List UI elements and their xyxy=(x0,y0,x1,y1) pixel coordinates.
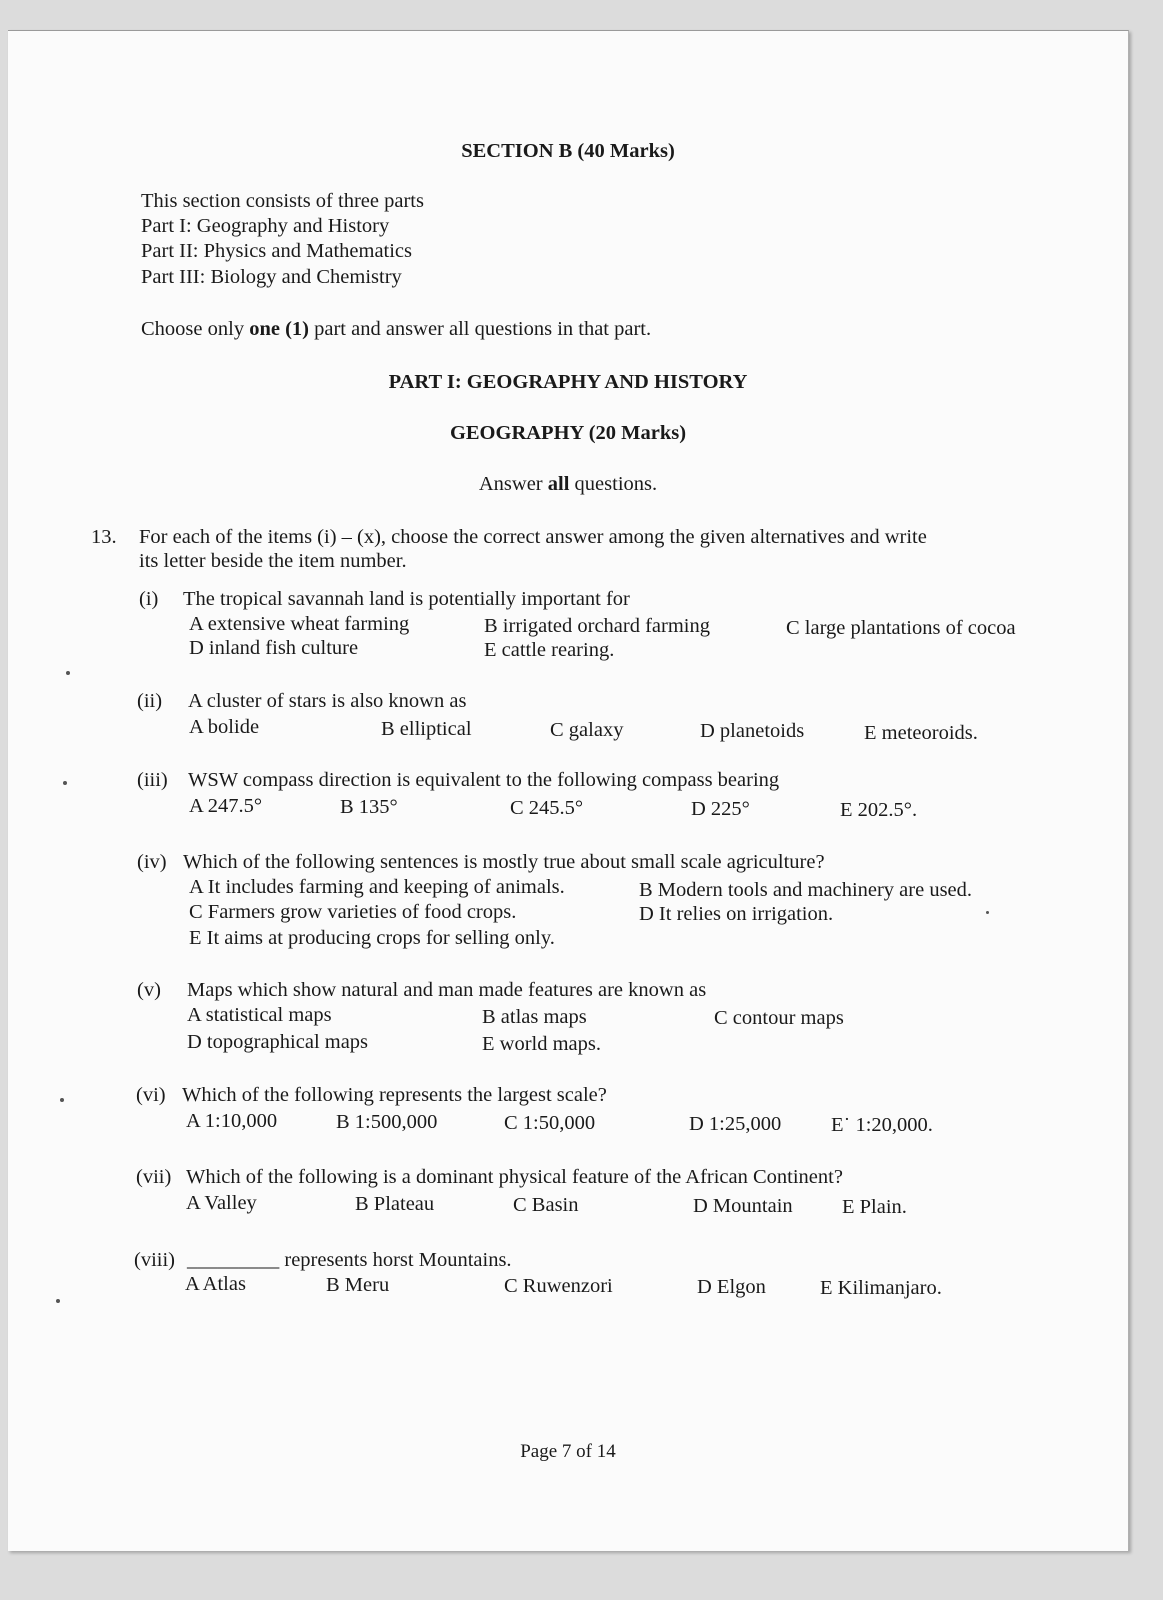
option-a: A Atlas xyxy=(185,1273,246,1295)
option-b: B atlas maps xyxy=(482,1006,587,1028)
item-stem: A cluster of stars is also known as xyxy=(188,690,467,712)
option-d: D Elgon xyxy=(697,1276,766,1298)
option-b: B Modern tools and machinery are used. xyxy=(639,879,973,901)
question-number: 13. xyxy=(91,526,117,548)
scan-speck xyxy=(66,671,70,675)
exam-page xyxy=(8,30,1129,1551)
item-number: (vi) xyxy=(136,1084,166,1106)
scan-speck xyxy=(63,781,67,785)
option-a: A 247.5° xyxy=(189,795,263,817)
option-b: B Meru xyxy=(326,1274,390,1296)
page-number: Page 7 of 14 xyxy=(520,1441,616,1462)
option-e: E˙ 1:20,000. xyxy=(831,1114,933,1136)
option-c: C Ruwenzori xyxy=(504,1275,613,1297)
section-title: SECTION B (40 Marks) xyxy=(461,140,675,162)
option-a: A Valley xyxy=(186,1192,257,1214)
scan-speck xyxy=(986,911,989,914)
option-d: D 225° xyxy=(691,798,750,820)
choose-instruction: Choose only one (1) part and answer all questions in that part. xyxy=(141,318,652,340)
option-a: A extensive wheat farming xyxy=(189,613,410,635)
item-stem: Which of the following sentences is mostly true about small scale agriculture? xyxy=(183,851,825,873)
option-e: E Plain. xyxy=(842,1196,907,1218)
option-e: E It aims at producing crops for selling only. xyxy=(189,927,555,949)
item-stem: Which of the following represents the largest scale? xyxy=(182,1084,607,1106)
option-b: B 1:500,000 xyxy=(336,1111,438,1133)
item-number: (v) xyxy=(137,979,161,1001)
option-a: A bolide xyxy=(189,716,260,738)
option-c: C 1:50,000 xyxy=(504,1112,596,1134)
subject-title: GEOGRAPHY (20 Marks) xyxy=(449,422,687,444)
item-number: (ii) xyxy=(137,690,163,712)
option-d: D topographical maps xyxy=(187,1031,369,1053)
part-three-label: Part III: Biology and Chemistry xyxy=(141,266,402,288)
question-stem-line-1: For each of the items (i) – (x), choose the correct answer among the given alternatives and write xyxy=(139,526,927,548)
option-e: E world maps. xyxy=(482,1033,601,1055)
item-number: (iv) xyxy=(137,851,167,873)
scan-speck xyxy=(60,1098,64,1102)
option-a: A It includes farming and keeping of animals. xyxy=(189,876,565,898)
option-a: A 1:10,000 xyxy=(186,1110,278,1132)
option-c: C Basin xyxy=(513,1194,579,1216)
option-c: C large plantations of cocoa xyxy=(786,617,1016,639)
option-e: E meteoroids. xyxy=(864,722,978,744)
item-stem: The tropical savannah land is potentially important for xyxy=(183,588,630,610)
option-e: E 202.5°. xyxy=(840,799,918,821)
option-e: E Kilimanjaro. xyxy=(820,1277,942,1299)
part-title: PART I: GEOGRAPHY AND HISTORY xyxy=(388,371,748,393)
option-d: D planetoids xyxy=(700,720,805,742)
item-stem: Maps which show natural and man made features are known as xyxy=(187,979,707,1001)
question-stem-line-2: its letter beside the item number. xyxy=(139,550,407,572)
item-number: (i) xyxy=(139,588,159,610)
option-c: C contour maps xyxy=(714,1007,844,1029)
item-number: (iii) xyxy=(137,769,168,791)
item-stem: _________ represents horst Mountains. xyxy=(187,1249,512,1271)
option-d: D inland fish culture xyxy=(189,637,359,659)
option-d: D 1:25,000 xyxy=(689,1113,782,1135)
option-e: E cattle rearing. xyxy=(484,639,615,661)
option-c: C 245.5° xyxy=(510,797,584,819)
part-one-label: Part I: Geography and History xyxy=(141,215,390,237)
option-b: B elliptical xyxy=(381,718,472,740)
item-number: (viii) xyxy=(134,1249,175,1271)
option-c: C Farmers grow varieties of food crops. xyxy=(189,901,517,923)
option-a: A statistical maps xyxy=(187,1004,332,1026)
intro-line: This section consists of three parts xyxy=(141,190,424,212)
option-b: B Plateau xyxy=(355,1193,435,1215)
option-c: C galaxy xyxy=(550,719,624,741)
item-stem: WSW compass direction is equivalent to the following compass bearing xyxy=(188,769,780,791)
item-number: (vii) xyxy=(136,1166,172,1188)
option-b: B irrigated orchard farming xyxy=(484,615,710,637)
option-b: B 135° xyxy=(340,796,398,818)
answer-all-instruction: Answer all questions. xyxy=(478,473,658,495)
option-d: D It relies on irrigation. xyxy=(639,903,834,925)
part-two-label: Part II: Physics and Mathematics xyxy=(141,240,413,262)
scan-speck xyxy=(56,1299,60,1303)
item-stem: Which of the following is a dominant physical feature of the African Continent? xyxy=(186,1166,843,1188)
option-d: D Mountain xyxy=(693,1195,793,1217)
